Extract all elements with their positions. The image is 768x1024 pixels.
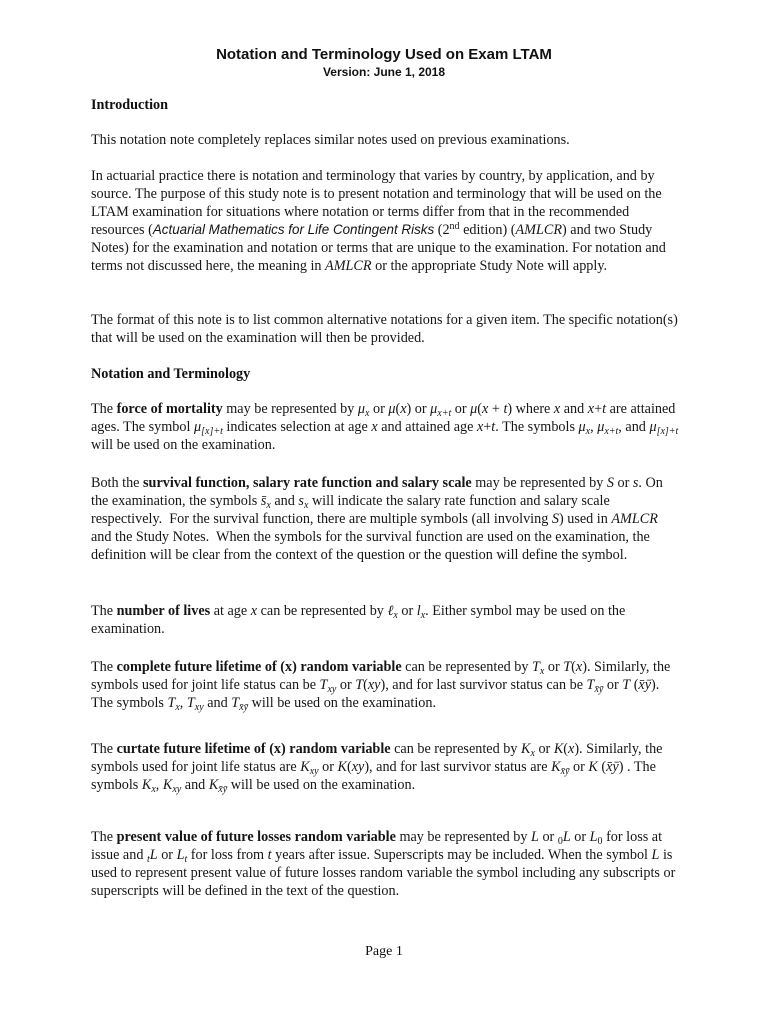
- text-run: (: [597, 759, 607, 775]
- text-run: K: [337, 759, 347, 775]
- text-run: x̄ȳ: [239, 702, 249, 713]
- text-run: or: [336, 677, 356, 693]
- text-run: 0: [597, 836, 603, 847]
- text-run: or the appropriate Study Note will apply.: [371, 258, 608, 274]
- text-run: or: [157, 847, 177, 863]
- text-run: and: [270, 493, 299, 509]
- text-run: ). The symbols: [91, 677, 663, 711]
- text-run: will be used on the examination.: [227, 777, 416, 793]
- text-run: t: [146, 854, 150, 865]
- text-run: T: [319, 677, 328, 693]
- text-run: ) . The symbols: [91, 759, 660, 793]
- text-run: L: [589, 829, 598, 845]
- text-run: (: [630, 677, 639, 693]
- text-run: K: [208, 777, 219, 793]
- text-run: +: [594, 401, 603, 417]
- text-run: can be represented by: [390, 741, 521, 757]
- text-run: K: [551, 759, 561, 775]
- text-run: curtate future lifetime of (x) random variable: [116, 741, 391, 757]
- text-run: ,: [590, 419, 598, 435]
- text-run: x: [482, 401, 489, 417]
- text-run: t: [267, 847, 272, 863]
- text-run: (: [346, 759, 352, 775]
- text-run: The: [91, 829, 117, 845]
- text-run: will be used on the examination.: [91, 419, 682, 453]
- text-run: x: [568, 741, 575, 757]
- text-run: ) used in: [558, 511, 612, 527]
- text-run: or: [369, 401, 389, 417]
- text-run: edition) (: [459, 222, 516, 238]
- text-run: L: [149, 847, 158, 863]
- text-run: ) or: [406, 401, 431, 417]
- text-run: x: [364, 408, 370, 419]
- text-run: μ: [470, 401, 478, 417]
- text-run: (: [395, 401, 401, 417]
- text-run: can be represented by: [257, 603, 388, 619]
- text-run: or: [570, 829, 590, 845]
- text-run: μ: [578, 419, 586, 435]
- heading-introduction: Introduction: [91, 97, 168, 113]
- text-run: x+t: [604, 426, 619, 437]
- text-run: . The symbols: [495, 419, 579, 435]
- text-run: x: [303, 500, 309, 511]
- text-run: may be represented by: [222, 401, 358, 417]
- text-run: present value of future losses random variable: [116, 829, 396, 845]
- text-run: AMLCR: [515, 222, 563, 238]
- paragraph-format: [91, 311, 681, 347]
- heading-notation-terminology: Notation and Terminology: [91, 366, 251, 382]
- text-run: ,: [155, 777, 163, 793]
- paragraph-curtate-future-lifetime: [91, 740, 681, 794]
- text-run: t: [602, 401, 607, 417]
- text-run: or: [534, 741, 554, 757]
- text-run: ). Similarly, the symbols used for joint life status are: [91, 741, 667, 775]
- text-run: complete future lifetime of (: [116, 659, 285, 675]
- text-run: The format of this note is to list common alternative notations for a given item. The specific notation(s) that will be used on the examination will then be provided.: [91, 312, 682, 346]
- text-run: or: [544, 659, 564, 675]
- text-run: x: [476, 419, 484, 435]
- text-run: x̄ȳ: [638, 677, 652, 693]
- text-run: μ: [649, 419, 657, 435]
- text-run: T: [563, 659, 572, 675]
- text-run: s: [298, 493, 304, 509]
- text-run: x: [393, 610, 398, 621]
- text-run: Both the: [91, 475, 144, 491]
- text-run: +: [488, 401, 504, 417]
- text-run: (: [363, 677, 368, 693]
- text-run: ), and for last survivor status are: [364, 759, 552, 775]
- text-run: x: [575, 659, 583, 675]
- text-run: s: [632, 475, 639, 491]
- text-run: μ: [388, 401, 396, 417]
- text-run: x: [553, 401, 561, 417]
- text-run: [x]+t: [201, 426, 223, 437]
- text-run: T: [355, 677, 364, 693]
- text-run: ) and two Study Notes) for the examination and notation or terms that are unique to the examination. For notation and terms not discussed here, the meaning in: [91, 222, 670, 274]
- text-run: and the Study Notes. When the symbols for the survival function are used on the examination, the definition will be clear from the context of the question or the question will define the symbol.: [91, 511, 662, 563]
- text-run: . On the examination, the symbols: [91, 475, 667, 509]
- text-run: The: [91, 603, 117, 619]
- text-run: for loss from: [187, 847, 268, 863]
- text-run: l: [416, 603, 421, 619]
- text-run: L: [562, 829, 571, 845]
- text-run: can be represented by: [401, 659, 533, 675]
- text-run: ,: [179, 695, 187, 711]
- text-run: (: [477, 401, 483, 417]
- text-run: T: [622, 677, 631, 693]
- paragraph-survival-function: [91, 474, 681, 564]
- text-run: survival function, salary rate function and salary scale: [143, 475, 472, 491]
- text-run: xy: [351, 759, 365, 775]
- paragraph-notation-note: [91, 131, 681, 149]
- document-title: Notation and Terminology Used on Exam LTAM: [216, 46, 552, 63]
- text-run: K: [553, 741, 564, 757]
- text-run: t: [184, 854, 188, 865]
- text-run: S: [551, 511, 559, 527]
- text-run: x: [539, 666, 545, 677]
- text-run: x: [530, 748, 535, 759]
- text-run: , and: [618, 419, 650, 435]
- text-run: x: [151, 784, 156, 795]
- text-run: t: [491, 419, 496, 435]
- text-run: at age: [210, 603, 251, 619]
- text-run: 0: [557, 836, 563, 847]
- text-run: x̄ȳ: [606, 759, 619, 775]
- text-run: μ: [193, 419, 202, 435]
- text-run: The: [91, 659, 117, 675]
- text-run: x: [420, 610, 426, 621]
- text-run: S: [606, 475, 614, 491]
- text-run: x: [266, 500, 271, 511]
- text-run: xy: [367, 677, 381, 693]
- text-run: T: [586, 677, 595, 693]
- page-number: Page 1: [365, 944, 403, 959]
- text-run: or: [397, 603, 417, 619]
- text-run: will be used on the examination.: [248, 695, 436, 711]
- text-run: years after issue. Superscripts may be included. When the symbol: [271, 847, 652, 863]
- text-run: or: [569, 759, 589, 775]
- text-run: The: [91, 741, 117, 757]
- text-run: x: [587, 401, 595, 417]
- text-run: s̄: [260, 493, 267, 509]
- text-run: x: [284, 659, 293, 675]
- text-run: or: [318, 759, 338, 775]
- text-run: x+t: [437, 408, 452, 419]
- text-run: AMLCR: [325, 258, 372, 274]
- text-run: ). Similarly, the symbols used for joint life status can be: [91, 659, 674, 693]
- text-run: AMLCR: [611, 511, 658, 527]
- text-run: (2: [434, 222, 450, 238]
- text-run: x: [250, 603, 258, 619]
- text-run: (: [571, 659, 576, 675]
- text-run: μ: [597, 419, 605, 435]
- text-run: K: [141, 777, 152, 793]
- text-run: L: [176, 847, 185, 863]
- text-run: ), and for last survivor status can be: [380, 677, 587, 693]
- text-run: or: [603, 677, 623, 693]
- text-run: for loss at issue and: [91, 829, 666, 863]
- text-run: x: [175, 702, 180, 713]
- text-run: This notation note completely replaces similar notes used on previous examinations.: [91, 132, 570, 148]
- paragraph-present-value-losses: [91, 828, 681, 900]
- paragraph-force-of-mortality: [91, 400, 681, 454]
- text-run: T: [532, 659, 540, 675]
- text-run: x: [371, 419, 378, 435]
- text-run: T: [167, 695, 176, 711]
- text-run: ) where: [507, 401, 554, 417]
- text-run: [x]+t: [656, 426, 679, 437]
- text-run: K: [520, 741, 531, 757]
- text-run: xy: [172, 784, 182, 795]
- text-run: . Either symbol may be used on the examination.: [91, 603, 629, 637]
- text-run: and: [560, 401, 588, 417]
- text-run: T: [186, 695, 195, 711]
- document-version: Version: June 1, 2018: [322, 65, 446, 79]
- text-run: L: [531, 829, 539, 845]
- text-run: are attained ages. The symbol: [91, 401, 679, 435]
- text-run: +: [483, 419, 492, 435]
- text-run: x̄ȳ: [218, 784, 228, 795]
- text-run: x̄ȳ: [594, 684, 604, 695]
- paragraph-complete-future-lifetime: [91, 658, 681, 712]
- text-run: ) random variable: [292, 659, 402, 675]
- text-run: μ: [357, 401, 365, 417]
- text-run: indicates selection at age: [222, 419, 372, 435]
- text-run: or: [538, 829, 558, 845]
- text-run: and attained age: [377, 419, 477, 435]
- text-run: μ: [430, 401, 438, 417]
- text-run: may be represented by: [395, 829, 532, 845]
- text-run: x: [400, 401, 407, 417]
- text-run: xy: [327, 684, 337, 695]
- text-run: or: [451, 401, 471, 417]
- text-run: ℓ: [387, 603, 394, 619]
- text-run: x̄ȳ: [560, 766, 570, 777]
- text-run: t: [503, 401, 508, 417]
- text-run: xy: [309, 766, 319, 777]
- text-run: (: [563, 741, 569, 757]
- text-run: K: [588, 759, 598, 775]
- text-run: In actuarial practice there is notation and terminology that varies by country, by application, and by source. The purpose of this study note is to present notation and terminology that will be used on the LTAM examination for situations where notation or terms differ from that in the recommended resources (: [91, 168, 666, 238]
- text-run: T: [231, 695, 240, 711]
- text-run: L: [651, 847, 660, 863]
- text-run: is used to represent present value of future losses random variable the symbol including any subscripts or superscripts will be defined in the text of the question.: [91, 847, 679, 899]
- text-run: xy: [194, 702, 204, 713]
- text-run: and: [181, 777, 209, 793]
- text-run: x: [585, 426, 591, 437]
- text-run: Actuarial Mathematics for Life Contingent Risks: [152, 222, 435, 237]
- text-run: K: [162, 777, 173, 793]
- paragraph-actuarial-practice: [91, 167, 681, 275]
- text-run: K: [300, 759, 310, 775]
- text-run: or: [613, 475, 633, 491]
- text-run: and: [203, 695, 232, 711]
- paragraph-number-of-lives: [91, 602, 681, 638]
- text-run: may be represented by: [471, 475, 607, 491]
- text-run: will indicate the salary rate function and salary scale respectively. For the survival function, there are multiple symbols (all involving: [91, 493, 614, 527]
- text-run: The: [91, 401, 117, 417]
- text-run: force of mortality: [116, 401, 223, 417]
- text-run: number of lives: [116, 603, 211, 619]
- text-run: nd: [449, 221, 460, 232]
